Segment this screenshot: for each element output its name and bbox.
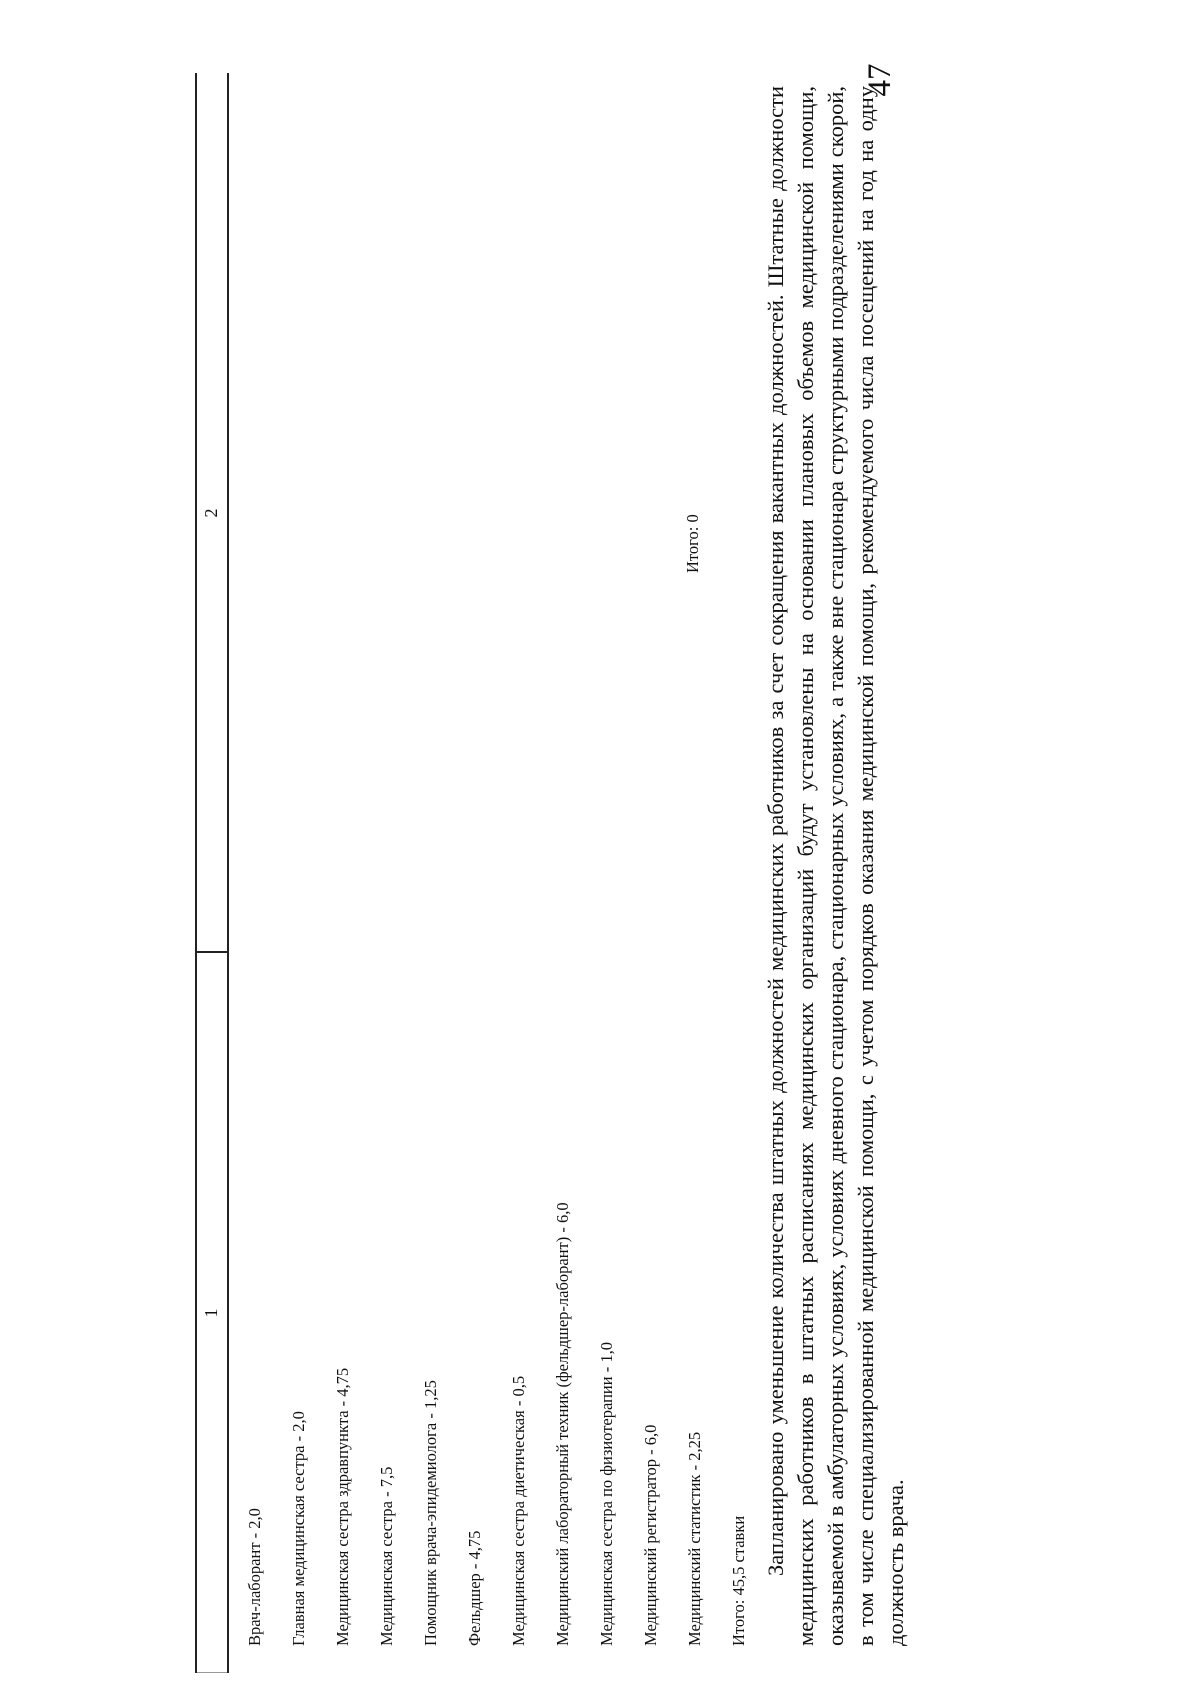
staff-item: Фельдшер - 4,75 <box>465 1530 484 1646</box>
body-paragraph: Запланировано уменьшение количества штатных должностей медицинских работников за счет сокращения вакантных должностей. Штатные должности медицинских работников в штатных расписаниях медицинских организаций будут установлены на основании плановых объемов медицинской помощи, оказываемой в амбулаторных условиях, условиях дневного стационара, стационарных условиях, а также вне стационара структурными подразделениями скорой, в том числе специализированной медицинской помощи, с учетом порядков оказания медицинской помощи, рекомендуемого числа посещений на год на одну должность врача. <box>763 86 908 1646</box>
column-2-header: 2 <box>201 508 221 518</box>
staff-item: Медицинская сестра диетическая - 0,5 <box>509 1375 528 1646</box>
page-number: 47 <box>862 63 898 97</box>
total-left: Итого: 45,5 ставки <box>729 1515 748 1646</box>
staff-item: Медицинский лабораторный техник (фельдшер-лаборант) - 6,0 <box>553 1202 572 1646</box>
staff-item: Помощник врача-эпидемиолога - 1,25 <box>421 1380 440 1646</box>
staff-item: Врач-лаборант - 2,0 <box>245 1508 264 1646</box>
staff-item: Медицинская сестра по физиотерапии - 1,0 <box>597 1342 616 1646</box>
staff-item: Медицинский статистик - 2,25 <box>685 1431 704 1646</box>
staff-item: Главная медицинская сестра - 2,0 <box>289 1411 308 1646</box>
rotated-page-content <box>195 73 1025 1673</box>
table-header-row <box>195 73 229 1673</box>
staff-item: Медицинская сестра здравпункта - 4,75 <box>333 1367 352 1646</box>
column-1-header: 1 <box>201 1308 221 1318</box>
staff-item: Медицинский регистратор - 6,0 <box>641 1424 660 1646</box>
total-right: Итого: 0 <box>683 514 702 573</box>
staff-item: Медицинская сестра - 7,5 <box>377 1466 396 1646</box>
